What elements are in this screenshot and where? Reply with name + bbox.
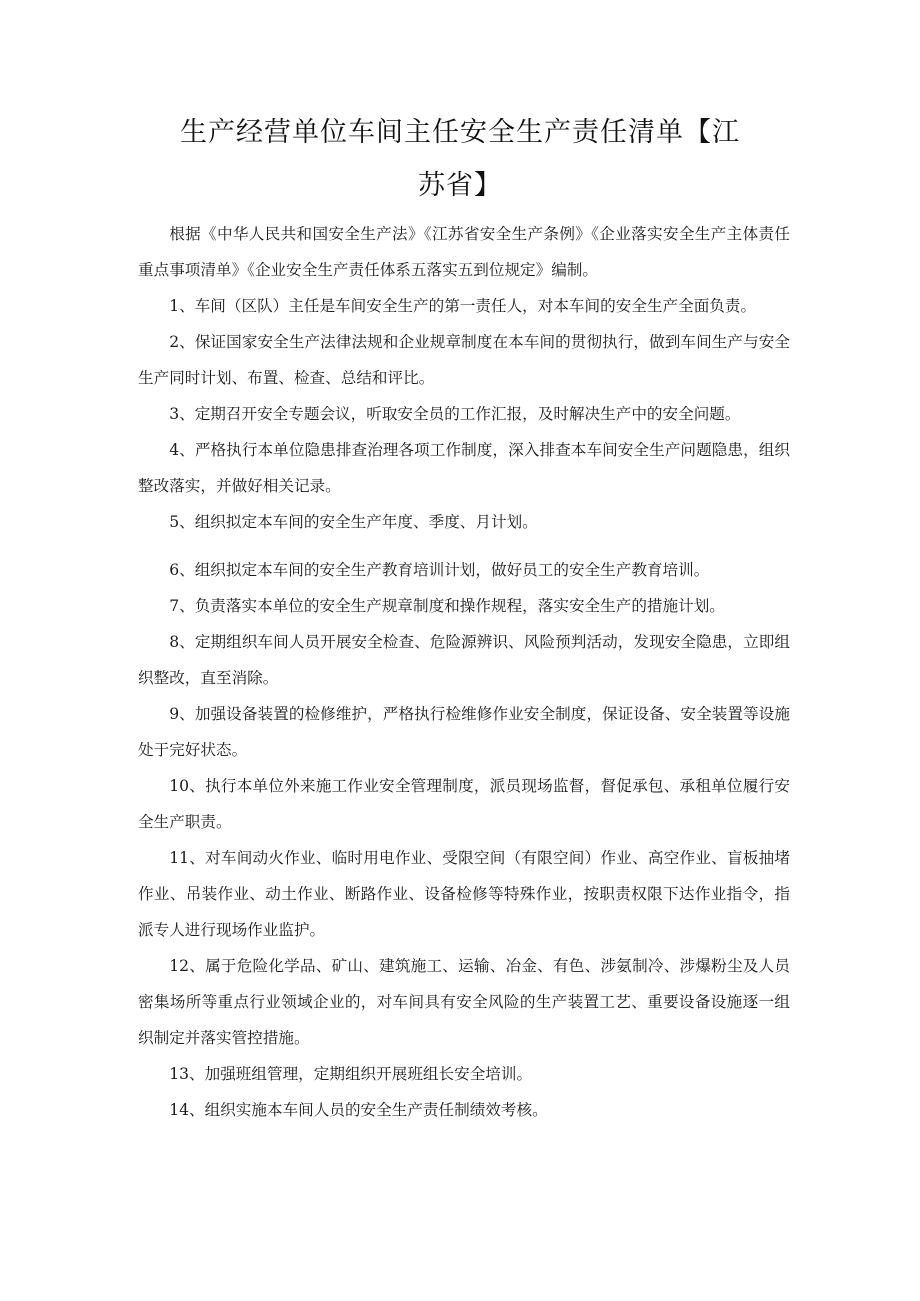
- item-12: 12、属于危险化学品、矿山、建筑施工、运输、冶金、有色、涉氨制冷、涉爆粉尘及人员密集场所等重点行业领域企业的，对车间具有安全风险的生产装置工艺、重要设备设施逐一组织制定并落实管控措施。: [138, 957, 790, 1047]
- item-13: 13、加强班组管理，定期组织开展班组长安全培训。: [169, 1065, 533, 1083]
- item-4: 4、严格执行本单位隐患排查治理各项工作制度，深入排查本车间安全生产问题隐患，组织整改落实，并做好相关记录。: [138, 441, 790, 495]
- item-7: 7、负责落实本单位的安全生产规章制度和操作规程，落实安全生产的措施计划。: [169, 597, 725, 615]
- item-1: 1、车间（区队）主任是车间安全生产的第一责任人，对本车间的安全生产全面负责。: [169, 297, 757, 315]
- document-title-line-2: 苏省】: [418, 170, 502, 201]
- item-5: 5、组织拟定本车间的安全生产年度、季度、月计划。: [169, 513, 538, 531]
- item-14: 14、组织实施本车间人员的安全生产责任制绩效考核。: [169, 1101, 548, 1119]
- document-body: [138, 216, 790, 1128]
- item-8: 8、定期组织车间人员开展安全检查、危险源辨识、风险预判活动，发现安全隐患，立即组织整改，直至消除。: [138, 633, 790, 687]
- item-10: 10、执行本单位外来施工作业安全管理制度，派员现场监督，督促承包、承租单位履行安全生产职责。: [138, 777, 790, 831]
- item-9: 9、加强设备装置的检修维护，严格执行检维修作业安全制度，保证设备、安全装置等设施处于完好状态。: [138, 705, 790, 759]
- item-6: 6、组织拟定本车间的安全生产教育培训计划，做好员工的安全生产教育培训。: [169, 561, 710, 579]
- item-11: 11、对车间动火作业、临时用电作业、受限空间（有限空间）作业、高空作业、盲板抽堵作业、吊装作业、动土作业、断路作业、设备检修等特殊作业，按职责权限下达作业指令，指派专人进行现场作业监护。: [138, 849, 790, 939]
- item-2: 2、保证国家安全生产法律法规和企业规章制度在本车间的贯彻执行，做到车间生产与安全生产同时计划、布置、检查、总结和评比。: [138, 333, 790, 387]
- document-title-line-1: 生产经营单位车间主任安全生产责任清单【江: [180, 117, 740, 148]
- intro-paragraph: 根据《中华人民共和国安全生产法》《江苏省安全生产条例》《企业落实安全生产主体责任重点事项清单》《企业安全生产责任体系五落实五到位规定》编制。: [138, 225, 790, 279]
- item-3: 3、定期召开安全专题会议，听取安全员的工作汇报，及时解决生产中的安全问题。: [169, 405, 741, 423]
